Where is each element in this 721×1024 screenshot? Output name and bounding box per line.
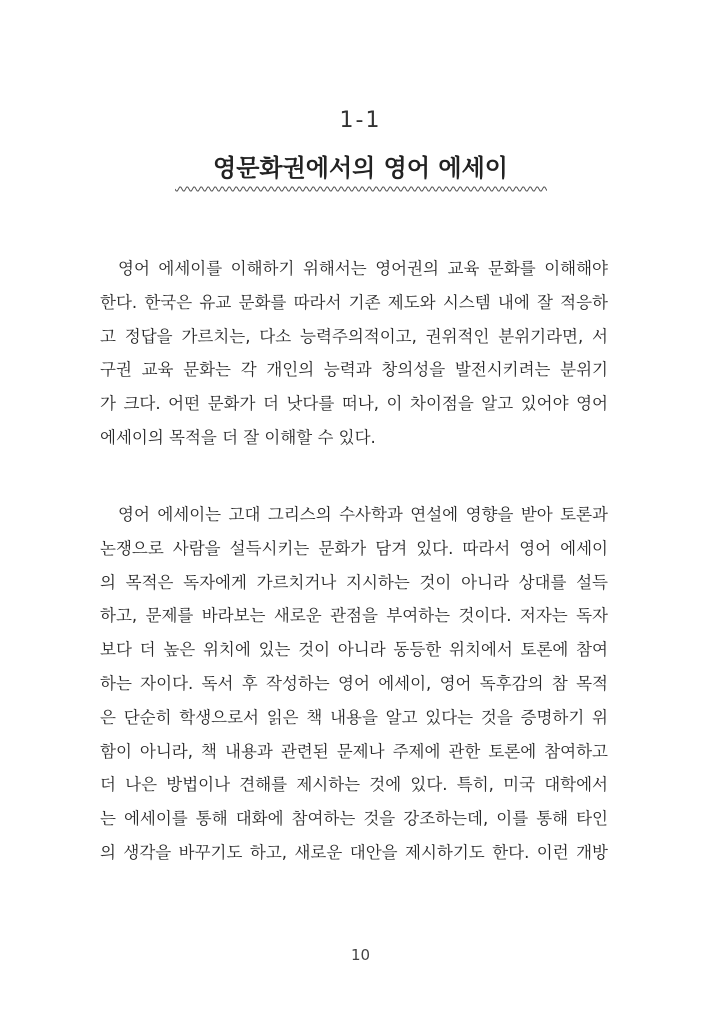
paragraph-line: 영어 에세이를 이해하기 위해서는 영어권의 교육 문화를 이해해야: [118, 259, 608, 278]
paragraph-line: 의 목적은 독자에게 가르치거나 지시하는 것이 아니라 상대를 설득: [100, 572, 608, 592]
paragraph-line: 함이 아니라, 책 내용과 관련된 문제나 주제에 관한 토론에 참여하고: [100, 741, 608, 761]
paragraph-line: 가 크다. 어떤 문화가 더 낫다를 떠나, 이 차이점을 알고 있어야 영어: [100, 394, 608, 414]
paragraph-line: 한다. 한국은 유교 문화를 따라서 기존 제도와 시스템 내에 잘 적응하: [100, 292, 608, 312]
paragraph-line: 는 에세이를 통해 대화에 참여하는 것을 강조하는데, 이를 통해 타인: [100, 809, 608, 829]
page-number: 10: [350, 946, 371, 964]
paragraph-line: 은 단순히 학생으로서 읽은 책 내용을 알고 있다는 것을 증명하기 위: [100, 707, 608, 727]
paragraph-line: 하는 자이다. 독서 후 작성하는 영어 에세이, 영어 독후감의 참 목적: [100, 673, 608, 693]
paragraph-line: 영어 에세이는 고대 그리스의 수사학과 연설에 영향을 받아 토론과: [118, 505, 608, 524]
paragraph-line: 보다 더 높은 위치에 있는 것이 아니라 동등한 위치에서 토론에 참여: [100, 640, 608, 660]
paragraph-line: 구권 교육 문화는 각 개인의 능력과 창의성을 발전시키려는 분위기: [100, 360, 608, 380]
section-number: 1-1: [339, 108, 382, 133]
paragraph-line: 더 나은 방법이나 견해를 제시하는 것에 있다. 특히, 미국 대학에서: [100, 775, 608, 795]
paragraph-2: [100, 498, 608, 870]
paragraph-line: 의 생각을 바꾸기도 하고, 새로운 대안을 제시하기도 한다. 이런 개방: [100, 842, 608, 862]
paragraph-line: 하고, 문제를 바라보는 새로운 관점을 부여하는 것이다. 저자는 독자: [100, 606, 608, 626]
paragraph-1: [100, 252, 608, 455]
title-wavy-underline: [175, 184, 547, 194]
paragraph-line: 고 정답을 가르치는, 다소 능력주의적이고, 권위적인 분위기라면, 서: [100, 326, 608, 346]
chapter-title: 영문화권에서의 영어 에세이: [213, 154, 508, 182]
paragraph-line: 에세이의 목적을 더 잘 이해할 수 있다.: [100, 427, 376, 447]
paragraph-line: 논쟁으로 사람을 설득시키는 문화가 담겨 있다. 따라서 영어 에세이: [100, 538, 608, 558]
